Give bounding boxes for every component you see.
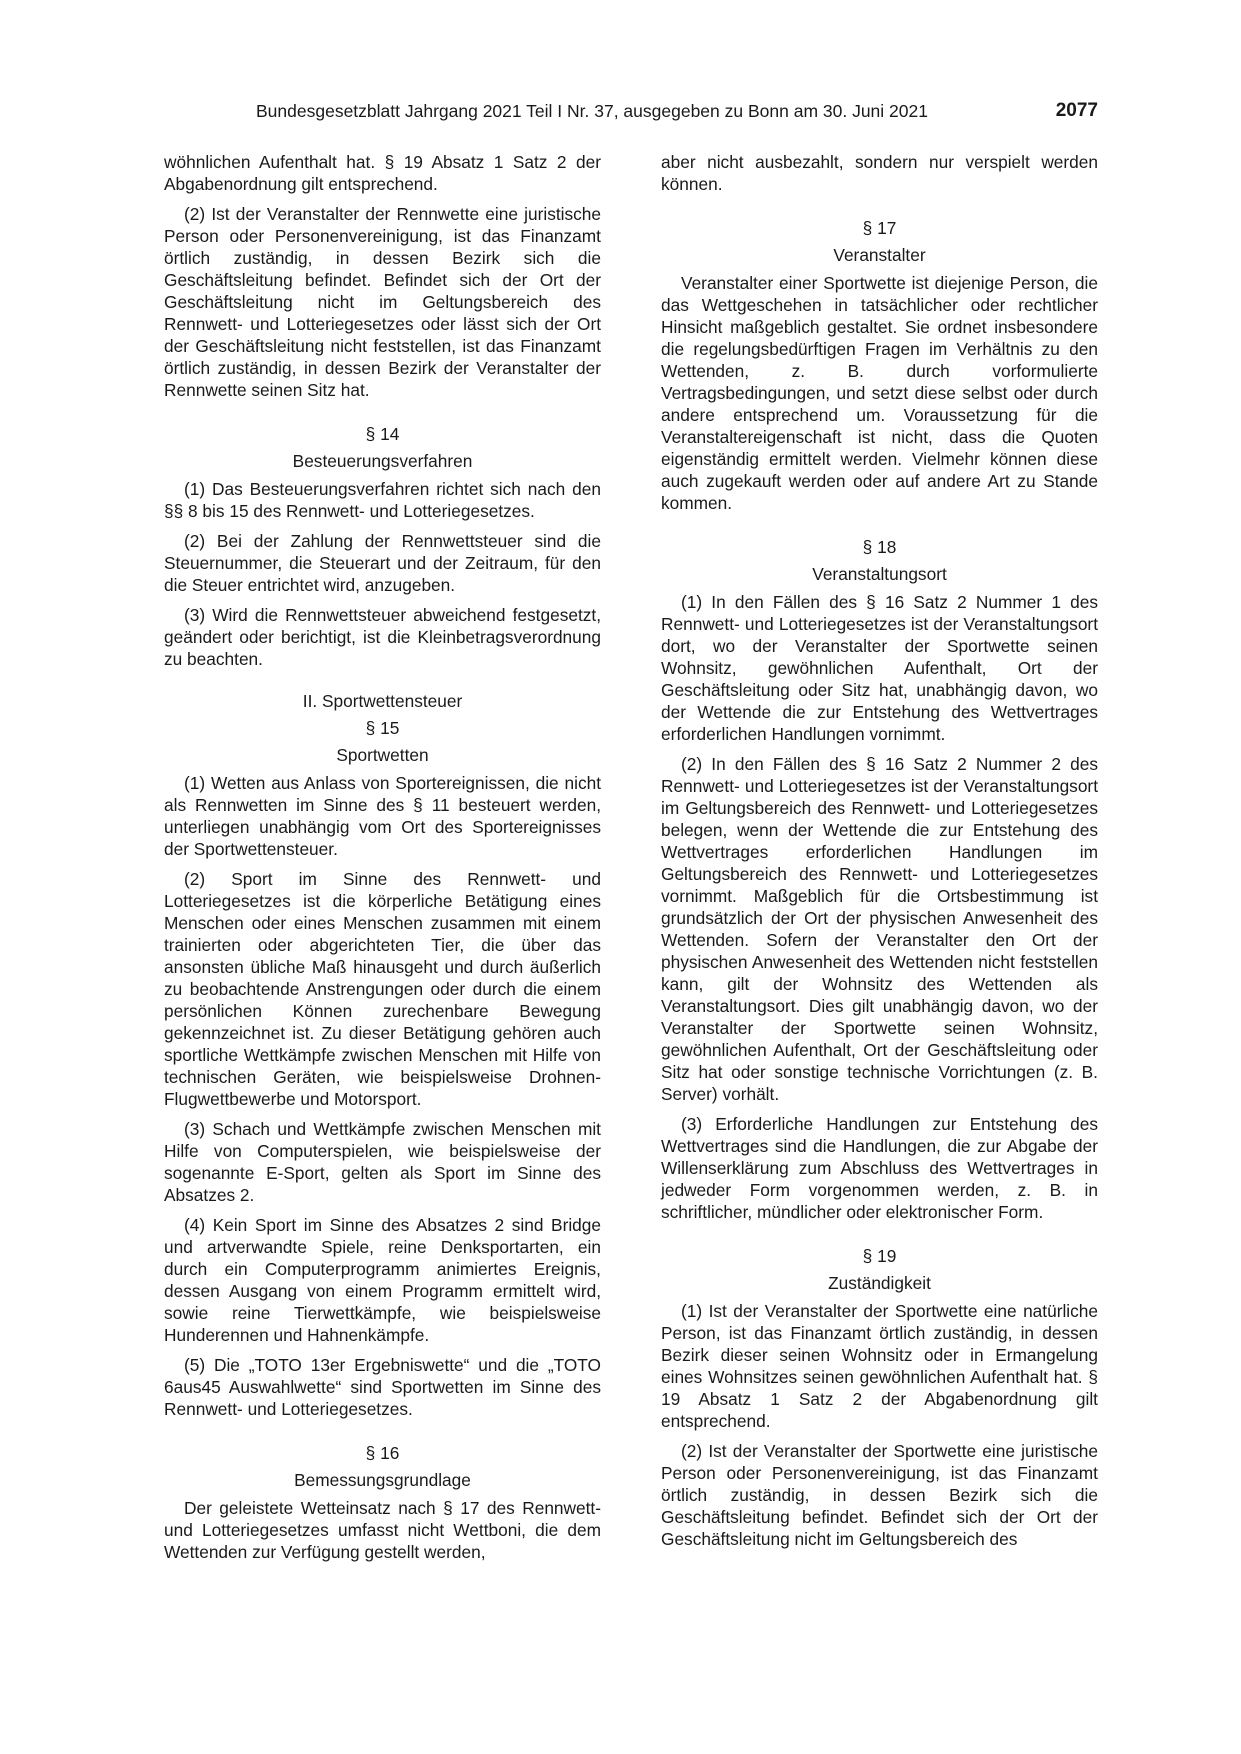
paragraph: (1) Ist der Veranstalter der Sportwette eine natürliche Person, ist das Finanzamt örtlich zuständig, in dessen Bezirk dieser seinen Wohnsitz oder in Ermangelung eines Wohnsitzes seinen gewöhnlichen Aufenthalt hat. § 19 Absatz 1 Satz 2 der Abgabenordnung gilt entsprechend. [661, 1301, 1098, 1431]
left-column [164, 151, 601, 1563]
paragraph: (2) Ist der Veranstalter der Sportwette eine juristische Person oder Personenvereinigung, ist das Finanzamt örtlich zuständig, in dessen Bezirk sich die Geschäftsleitung befindet. Befindet sich der Ort der Geschäftsleitung nicht im Geltungsbereich des [661, 1441, 1098, 1549]
paragraph: (1) In den Fällen des § 16 Satz 2 Nummer 1 des Rennwett- und Lotteriegesetzes ist der Veranstaltungsort dort, wo der Veranstalter der Sportwette seinen Wohnsitz, gewöhnlichen Aufenthalt, Ort der Geschäftsleitung oder Sitz hat, unabhängig davon, wo der Wettende die zur Entstehung des Wettvertrages erforderlichen Handlungen vornimmt. [661, 592, 1098, 744]
page-number: 2077 [1055, 100, 1098, 121]
paragraph-continued: aber nicht ausbezahlt, sondern nur verspielt werden können. [661, 152, 1098, 194]
section-number: § 16 [365, 1443, 400, 1463]
paragraph: (4) Kein Sport im Sinne des Absatzes 2 sind Bridge und artverwandte Spiele, reine Denksportarten, ein durch ein Computerprogramm animiertes Ereignis, dessen Ausgang von einem Programm ermittelt wird, sowie reine Tierwettkämpfe, wie beispielsweise Hunderennen und Hahnenkämpfe. [164, 1215, 601, 1345]
section-number: § 15 [365, 718, 400, 738]
gazette-title: Bundesgesetzblatt Jahrgang 2021 Teil I Nr. 37, ausgegeben zu Bonn am 30. Juni 2021 [256, 101, 928, 121]
section-title: Veranstaltungsort [812, 564, 947, 584]
paragraph: (3) Wird die Rennwettsteuer abweichend festgesetzt, geändert oder berichtigt, ist die Kleinbetragsverordnung zu beachten. [164, 605, 601, 669]
paragraph: (5) Die „TOTO 13er Ergebniswette“ und die „TOTO 6aus45 Auswahlwette“ sind Sportwetten im Sinne des Rennwett- und Lotteriegesetzes. [164, 1355, 601, 1419]
paragraph: (1) Das Besteuerungsverfahren richtet sich nach den §§ 8 bis 15 des Rennwett- und Lotteriegesetzes. [164, 479, 601, 521]
section-number: § 18 [862, 537, 897, 557]
paragraph-continued: wöhnlichen Aufenthalt hat. § 19 Absatz 1 Satz 2 der Abgabenordnung gilt entsprechend. [164, 152, 601, 194]
paragraph: (2) Ist der Veranstalter der Rennwette eine juristische Person oder Personenvereinigung, ist das Finanzamt örtlich zuständig, in dessen Bezirk sich die Geschäftsleitung befindet. Befindet sich der Ort der Geschäftsleitung nicht im Geltungsbereich des Rennwett- und Lotteriegesetzes oder lässt sich der Ort der Geschäftsleitung nicht feststellen, ist das Finanzamt örtlich zuständig, in dessen Bezirk der Veranstalter der Rennwette seinen Sitz hat. [164, 204, 601, 400]
section-title: Veranstalter [833, 245, 926, 265]
paragraph: Veranstalter einer Sportwette ist diejenige Person, die das Wettgeschehen in tatsächlicher oder rechtlicher Hinsicht maßgeblich gestaltet. Sie ordnet insbesondere die regelungsbedürftigen Fragen im Verhältnis zu den Wettenden, z. B. durch vorformulierte Vertragsbedingungen, und setzt diese selbst oder durch andere entsprechend um. Voraussetzung für die Veranstaltereigenschaft ist nicht, dass die Quoten eigenständig ermittelt werden. Vielmehr können diese auch zugekauft werden oder auf andere Art zu Stande kommen. [661, 273, 1098, 513]
section-title: Sportwetten [336, 745, 429, 765]
section-number: § 19 [862, 1246, 897, 1266]
paragraph: (3) Schach und Wettkämpfe zwischen Menschen mit Hilfe von Computerspielen, wie beispielsweise der sogenannte E-Sport, gelten als Sport im Sinne des Absatzes 2. [164, 1119, 601, 1205]
page-header [164, 99, 1098, 123]
section-number: § 14 [365, 424, 400, 444]
paragraph: (2) Bei der Zahlung der Rennwettsteuer sind die Steuernummer, die Steuerart und der Zeitraum, für den die Steuer entrichtet wird, anzugeben. [164, 531, 601, 595]
paragraph: (1) Wetten aus Anlass von Sportereignissen, die nicht als Rennwetten im Sinne des § 11 besteuert werden, unterliegen unabhängig vom Ort des Sportereignisses der Sportwettensteuer. [164, 773, 601, 859]
paragraph: (2) In den Fällen des § 16 Satz 2 Nummer 2 des Rennwett- und Lotteriegesetzes ist der Veranstaltungsort im Geltungsbereich des Rennwett- und Lotteriegesetzes belegen, wenn der Wettende die zur Entstehung des Wettvertrages erforderlichen Handlungen im Geltungsbereich des Rennwett- und Lotteriegesetzes vornimmt. Maßgeblich für die Ortsbestimmung ist grundsätzlich der Ort der physischen Anwesenheit des Wettenden. Sofern der Veranstalter den Ort der physischen Anwesenheit des Wettenden nicht feststellen kann, gilt der Wohnsitz des Wettenden als Veranstaltungsort. Dies gilt unabhängig davon, wo der Veranstalter der Sportwette seinen Wohnsitz, gewöhnlichen Aufenthalt, Ort der Geschäftsleitung oder Sitz hat oder sonstige technische Vorrichtungen (z. B. Server) vorhält. [661, 754, 1098, 1104]
paragraph: (2) Sport im Sinne des Rennwett- und Lotteriegesetzes ist die körperliche Betätigung eines Menschen oder eines Menschen zusammen mit einem trainierten oder abgerichteten Tier, die über das ansonsten übliche Maß hinausgeht und durch äußerlich zu beobachtende Anstrengungen oder durch die einem persönlichen Können zurechenbare Bewegung gekennzeichnet ist. Zu dieser Betätigung gehören auch sportliche Wettkämpfe zwischen Menschen mit Hilfe von technischen Geräten, wie beispielsweise Drohnen-Flugwettbewerbe und Motorsport. [164, 869, 601, 1109]
section-title: Besteuerungsverfahren [292, 451, 473, 471]
section-title: Bemessungsgrundlage [294, 1470, 471, 1490]
paragraph: (3) Erforderliche Handlungen zur Entstehung des Wettvertrages sind die Handlungen, die zur Abgabe der Willenserklärung zum Abschluss des Wettvertrages in jedweder Form vorgenommen werden, z. B. in schriftlicher, mündlicher oder elektronischer Form. [661, 1114, 1098, 1222]
part-title: II. Sportwettensteuer [302, 691, 463, 711]
right-column [661, 151, 1098, 1550]
section-title: Zuständigkeit [828, 1273, 931, 1293]
section-number: § 17 [862, 218, 897, 238]
paragraph: Der geleistete Wetteinsatz nach § 17 des Rennwett- und Lotteriegesetzes umfasst nicht Wettboni, die dem Wettenden zur Verfügung gestellt werden, [164, 1498, 601, 1562]
